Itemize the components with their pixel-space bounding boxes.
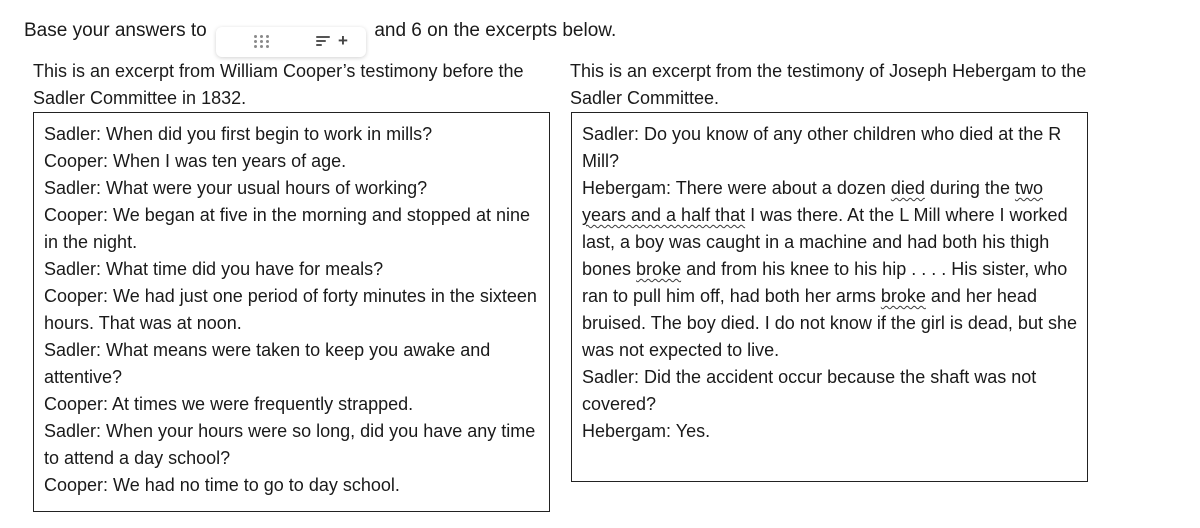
testimony-line: Sadler: Did the accident occur because the shaft was not covered? [582,367,1037,414]
testimony-line: Sadler: When your hours were so long, did you have any time to attend a day school? [44,421,536,468]
testimony-line: Sadler: Do you know of any other children who died at the R Mill? [582,124,1062,171]
floating-toolbar[interactable] [216,27,366,57]
testimony-line: Sadler: What were your usual hours of working? [44,178,428,198]
testimony-line: Sadler: What time did you have for meals? [44,259,384,279]
testimony-line: Cooper: We had just one period of forty minutes in the sixteen hours. That was at noon. [44,286,537,333]
testimony-line: Sadler: What means were taken to keep you awake and attentive? [44,340,491,387]
grammar-flag-word[interactable]: died [890,178,925,198]
plus-icon[interactable]: + [338,31,348,50]
answer-text: Hebergam: There were about a dozen [582,178,891,198]
left-excerpt-caption: This is an excerpt from William Cooper’s testimony before the Sadler Committee in 1832. [33,61,524,108]
intro-text-before: Base your answers to [24,20,207,41]
testimony-line: Cooper: We began at five in the morning and stopped at nine in the night. [44,205,530,252]
testimony-line: Cooper: We had no time to go to day school. [44,475,400,495]
testimony-line: Sadler: When did you first begin to work in mills? [44,124,433,144]
cooper-testimony-box [33,112,550,512]
grammar-flag-phrase[interactable]: two years and a half that [582,178,1043,225]
testimony-line: Hebergam: Yes. [582,421,711,441]
intro-text-after: and 6 on the excerpts below. [374,20,617,41]
hebergam-testimony-box [571,112,1088,482]
testimony-answer [582,175,1077,364]
filter-lines-icon[interactable] [316,35,330,47]
answer-text: during the [924,178,1015,198]
grammar-flag-word[interactable]: broke [636,259,682,279]
right-excerpt-caption: This is an excerpt from the testimony of Joseph Hebergam to the Sadler Committee. [570,61,1087,108]
grammar-flag-word[interactable]: broke [880,286,926,306]
answer-text: I was there. At the L Mill where I worked last, a boy was caught in a machine and had both his thigh bones [582,205,1068,279]
testimony-line: Cooper: At times we were frequently strapped. [44,394,414,414]
testimony-line: Cooper: When I was ten years of age. [44,151,347,171]
drag-handle-icon[interactable] [254,35,272,49]
answer-text: and her head bruised. The boy died. I do not know if the girl is dead, but she was not expected to live. [582,286,1077,360]
answer-text: and from his knee to his hip . . . . His sister, who ran to pull him off, had both her arms [582,259,1068,306]
